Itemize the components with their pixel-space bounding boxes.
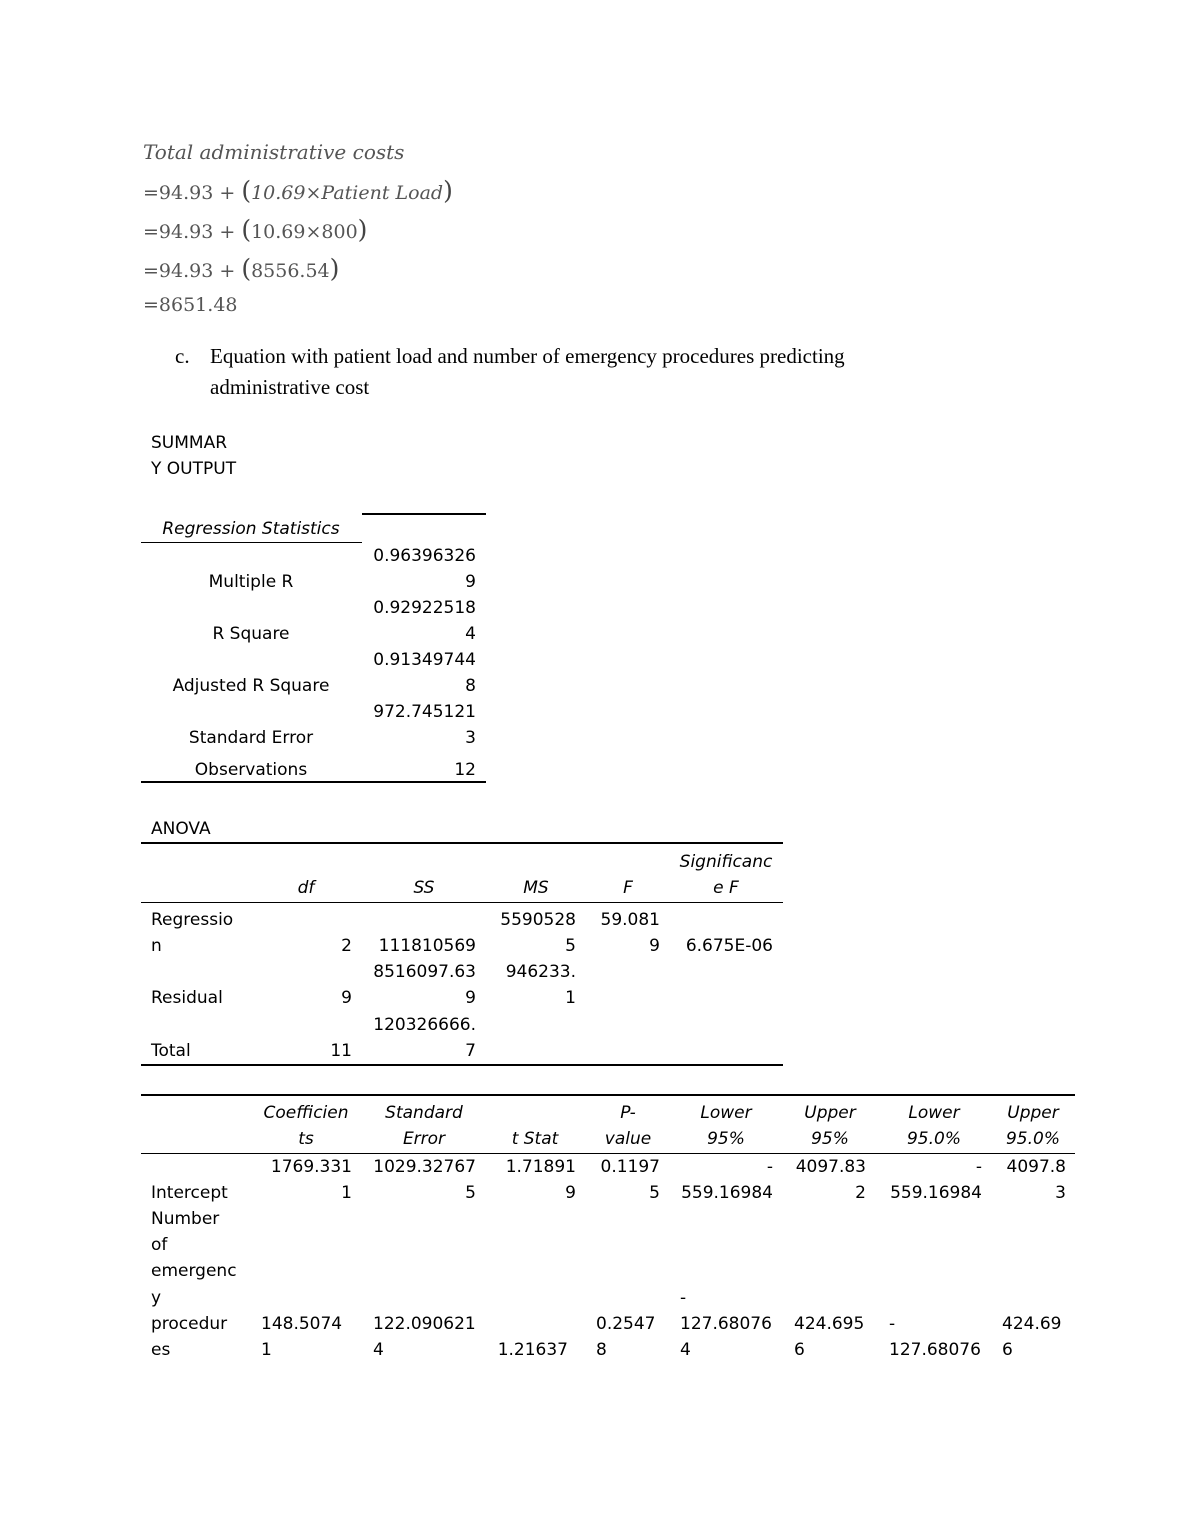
coef-cell: 4097.83 — [795, 1157, 866, 1177]
coef-cell: 1 — [261, 1340, 272, 1360]
formula-line-1-prefix: =94.93 + — [143, 182, 242, 204]
coef-header: value — [604, 1129, 652, 1149]
anova-row-label: Total — [151, 1041, 191, 1061]
regstats-label: Observations — [194, 760, 308, 780]
anova-cell: 946233. — [505, 962, 576, 982]
summary-title-line-1: SUMMAR — [151, 433, 228, 453]
coef-cell: 4 — [373, 1340, 384, 1360]
anova-row-label: Regressio — [151, 910, 234, 930]
coef-header: 95.0% — [1005, 1129, 1060, 1149]
anova-cell: 11 — [330, 1041, 352, 1061]
coef-cell: 4097.8 — [1006, 1157, 1066, 1177]
regstats-value: 0.92922518 — [373, 598, 476, 618]
coef-cell: 127.68076 — [680, 1314, 772, 1334]
summary-title-line-2: Y OUTPUT — [151, 459, 237, 479]
anova-cell: 111810569 — [378, 936, 476, 956]
anova-header-f: F — [623, 878, 633, 898]
coef-header: 95% — [811, 1129, 849, 1149]
coef-cell: - — [766, 1157, 773, 1177]
anova-header-sig: Significanc — [679, 852, 773, 872]
coef-row-label: Intercept — [151, 1183, 228, 1203]
coef-header: Upper — [1007, 1103, 1059, 1123]
anova-top-rule — [141, 842, 783, 844]
anova-row-label: n — [151, 936, 162, 956]
anova-cell: 9 — [465, 988, 476, 1008]
coef-cell: 4 — [680, 1340, 691, 1360]
coef-cell: 424.695 — [794, 1314, 865, 1334]
coef-row-label: y — [151, 1288, 162, 1308]
regstats-header-rule — [141, 542, 362, 543]
coef-cell: 5 — [649, 1183, 660, 1203]
coef-header: Lower — [700, 1103, 752, 1123]
coef-cell: 5 — [465, 1183, 476, 1203]
regstats-value: 972.745121 — [373, 702, 476, 722]
coef-row-label: of — [151, 1235, 168, 1255]
coef-cell: - — [975, 1157, 982, 1177]
coef-header: Error — [402, 1129, 446, 1149]
anova-cell: 2 — [341, 936, 352, 956]
coef-header: 95% — [707, 1129, 745, 1149]
regstats-value: 9 — [465, 572, 476, 592]
formula-line-2-inner: 10.69×800 — [251, 221, 358, 243]
formula-line-2-prefix: =94.93 + — [143, 221, 242, 243]
coef-header: Lower — [908, 1103, 960, 1123]
formula-line-3-inner: 8556.54 — [251, 260, 330, 282]
coef-header: P- — [620, 1103, 636, 1123]
anova-cell: 1 — [565, 988, 576, 1008]
regstats-label: Adjusted R Square — [172, 676, 330, 696]
regstats-value: 12 — [454, 760, 476, 780]
coef-cell: 127.68076 — [889, 1340, 981, 1360]
anova-header-ss: SS — [413, 878, 435, 898]
anova-row-label: Residual — [151, 988, 223, 1008]
section-c-marker: c. — [175, 344, 190, 368]
anova-header-sig: e F — [713, 878, 739, 898]
coef-cell: - — [680, 1288, 687, 1308]
coef-header: Standard — [385, 1103, 463, 1123]
coef-row-label: es — [151, 1340, 171, 1360]
coef-cell: 148.5074 — [261, 1314, 343, 1334]
regstats-top-rule — [362, 513, 486, 515]
regstats-value: 4 — [465, 624, 476, 644]
coef-cell: 1 — [341, 1183, 352, 1203]
coef-cell: 6 — [1002, 1340, 1013, 1360]
formula-result: =8651.48 — [143, 294, 238, 316]
anova-cell: 6.675E-06 — [685, 936, 773, 956]
coef-cell: 122.090621 — [373, 1314, 476, 1334]
coef-cell: 1.71891 — [505, 1157, 576, 1177]
coef-header: Coefficien — [263, 1103, 349, 1123]
coef-cell: 2 — [855, 1183, 866, 1203]
anova-cell: 120326666. — [373, 1015, 476, 1035]
formula-line-3: =94.93 + (8556.54) — [143, 254, 340, 283]
coef-header: Upper — [804, 1103, 856, 1123]
regstats-label: Standard Error — [188, 728, 314, 748]
coef-cell: 6 — [794, 1340, 805, 1360]
anova-cell: 7 — [465, 1041, 476, 1061]
regstats-bottom-rule — [141, 781, 486, 783]
anova-cell: 59.081 — [600, 910, 660, 930]
coef-cell: 559.16984 — [681, 1183, 773, 1203]
coef-cell: 1029.32767 — [373, 1157, 476, 1177]
formula-line-3-prefix: =94.93 + — [143, 260, 242, 282]
formula-line-2: =94.93 + (10.69×800) — [143, 215, 368, 244]
coef-cell: 559.16984 — [890, 1183, 982, 1203]
formula-line-1: =94.93 + (10.69×Patient Load) — [143, 176, 453, 205]
coef-cell: 3 — [1055, 1183, 1066, 1203]
regstats-value: 3 — [465, 728, 476, 748]
coef-cell: 1.21637 — [497, 1340, 568, 1360]
coef-cell: 9 — [565, 1183, 576, 1203]
coef-row-label: emergenc — [151, 1261, 237, 1281]
anova-cell: 9 — [649, 936, 660, 956]
coef-header: ts — [298, 1129, 314, 1149]
anova-bottom-rule — [141, 1064, 783, 1066]
regstats-value: 0.91349744 — [373, 650, 476, 670]
regstats-label: R Square — [212, 624, 290, 644]
section-c-line-1: Equation with patient load and number of emergency procedures predicting — [210, 344, 845, 368]
regstats-header: Regression Statistics — [162, 519, 340, 539]
coef-cell: - — [889, 1314, 896, 1334]
coef-cell: 1769.331 — [270, 1157, 352, 1177]
anova-cell: 8516097.63 — [373, 962, 476, 982]
anova-cell: 9 — [341, 988, 352, 1008]
anova-cell: 5590528 — [500, 910, 576, 930]
anova-cell: 5 — [565, 936, 576, 956]
section-c-line-2: administrative cost — [210, 375, 370, 399]
coef-header: 95.0% — [906, 1129, 961, 1149]
regstats-value: 8 — [465, 676, 476, 696]
regstats-label: Multiple R — [208, 572, 294, 592]
coef-cell: 424.69 — [1002, 1314, 1062, 1334]
coef-top-rule — [141, 1094, 1075, 1096]
anova-header-df: df — [297, 878, 315, 898]
anova-title: ANOVA — [151, 819, 211, 839]
coef-cell: 8 — [596, 1340, 607, 1360]
coef-header: t Stat — [511, 1129, 559, 1149]
regstats-value: 0.96396326 — [373, 546, 476, 566]
coef-row-label: procedur — [151, 1314, 228, 1334]
anova-header-rule — [141, 902, 783, 903]
coef-cell: 0.1197 — [600, 1157, 660, 1177]
formula-line-1-inner: 10.69×Patient Load — [251, 182, 444, 204]
formula-title: Total administrative costs — [143, 140, 405, 164]
coef-cell: 0.2547 — [596, 1314, 656, 1334]
anova-header-ms: MS — [523, 878, 549, 898]
coef-row-label: Number — [151, 1209, 220, 1229]
